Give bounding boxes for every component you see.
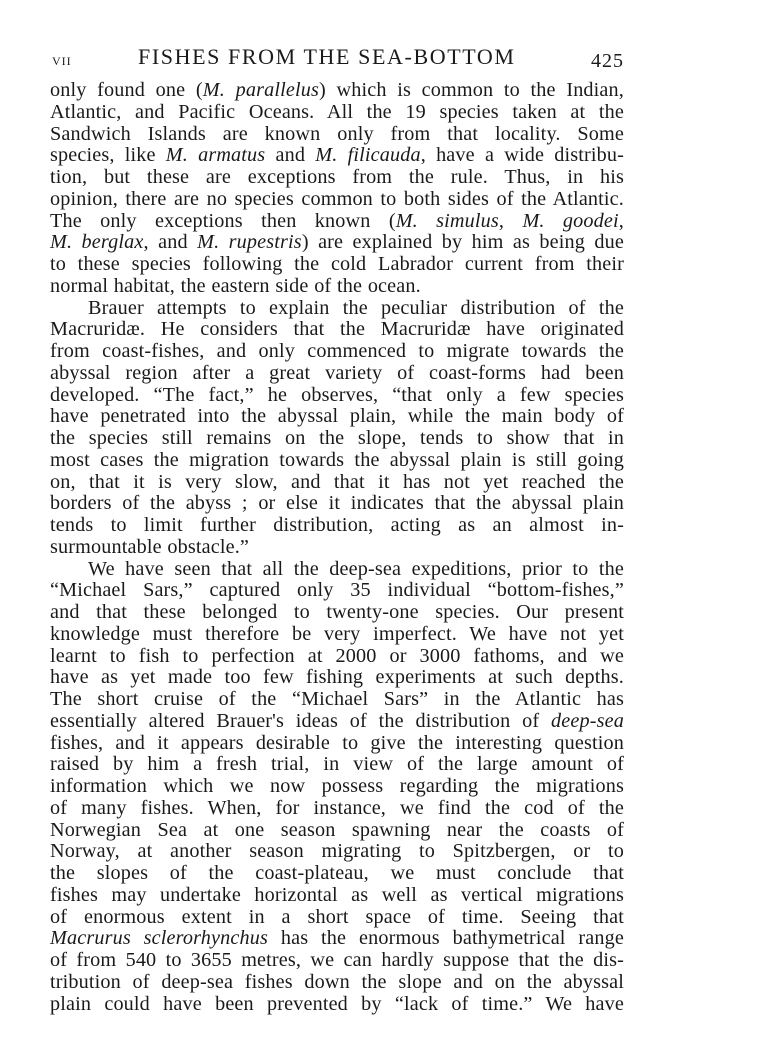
text-line: have penetrated into the abyssal plain, while the main body of	[50, 405, 624, 428]
text-line: of enormous extent in a short space of time. Seeing that	[50, 905, 624, 928]
text-line: Macrurus sclerorhynchus has the enormous bathymetrical range	[50, 927, 624, 950]
text-line: developed. “The fact,” he observes, “that only a few species	[50, 383, 624, 406]
text-line: tribution of deep-sea fishes down the slope and on the abyssal	[50, 970, 624, 993]
text-line: have as yet made too few fishing experiments at such depths.	[50, 666, 624, 689]
text-line: abyssal region after a great variety of coast-forms had been	[50, 361, 624, 384]
text-line: learnt to fish to perfection at 2000 or 3000 fathoms, and we	[50, 644, 624, 667]
text-line: fishes may undertake horizontal as well as vertical migrations	[50, 883, 624, 906]
text-line: Norway, at another season migrating to Spitzbergen, or to	[50, 840, 624, 863]
text-line: plain could have been prevented by “lack of time.” We have	[50, 992, 624, 1015]
text-line: “Michael Sars,” captured only 35 individual “bottom-fishes,”	[50, 579, 624, 602]
text-line: We have seen that all the deep-sea expeditions, prior to the	[88, 557, 624, 580]
body-text	[50, 80, 624, 1015]
text-line: essentially altered Brauer's ideas of the distribution of deep-sea	[50, 709, 624, 732]
text-line: normal habitat, the eastern side of the ocean.	[50, 274, 421, 297]
text-line: Norwegian Sea at one season spawning near the coasts of	[50, 818, 624, 841]
text-line: species, like M. armatus and M. filicauda, have a wide distribu-	[50, 144, 624, 167]
running-header	[50, 44, 624, 76]
text-line: of many fishes. When, for instance, we find the cod of the	[50, 796, 624, 819]
text-line: of from 540 to 3655 metres, we can hardly suppose that the dis-	[50, 949, 624, 971]
text-line: borders of the abyss ; or else it indicates that the abyssal plain	[50, 492, 624, 515]
text-line: M. berglax, and M. rupestris) are explained by him as being due	[50, 231, 624, 254]
text-line: information which we now possess regarding the migrations	[50, 775, 624, 797]
text-line: most cases the migration towards the abyssal plain is still going	[50, 448, 624, 471]
text-line: and that these belonged to twenty-one species. Our present	[50, 601, 624, 623]
text-line: opinion, there are no species common to both sides of the Atlantic.	[50, 187, 624, 210]
text-line: Sandwich Islands are known only from that locality. Some	[50, 122, 624, 145]
text-line: the species still remains on the slope, tends to show that in	[50, 427, 624, 449]
text-line: the slopes of the coast-plateau, we must conclude that	[50, 862, 624, 884]
text-line: raised by him a fresh trial, in view of the large amount of	[50, 753, 624, 776]
chapter-number: VII	[52, 54, 72, 68]
text-line: tends to limit further distribution, acting as an almost in-	[50, 514, 624, 536]
text-line: The only exceptions then known (M. simulus, M. goodei,	[50, 209, 624, 232]
text-line: knowledge must therefore be very imperfect. We have not yet	[50, 622, 624, 645]
text-line: on, that it is very slow, and that it has not yet reached the	[50, 470, 624, 493]
text-line: surmountable obstacle.”	[50, 535, 250, 558]
running-title: FISHES FROM THE SEA-BOTTOM	[138, 44, 516, 69]
text-line: fishes, and it appears desirable to give the interesting question	[50, 731, 624, 754]
text-line: from coast-fishes, and only commenced to migrate towards the	[50, 340, 624, 362]
text-line: tion, but these are exceptions from the rule. Thus, in his	[50, 166, 624, 188]
book-page	[50, 44, 624, 1015]
page-number: 425	[591, 50, 624, 72]
text-line: to these species following the cold Labrador current from their	[50, 253, 624, 275]
text-line: Brauer attempts to explain the peculiar distribution of the	[88, 296, 624, 319]
text-line: only found one (M. parallelus) which is common to the Indian,	[50, 79, 624, 101]
text-line: Atlantic, and Pacific Oceans. All the 19 species taken at the	[50, 100, 624, 123]
text-line: Macruridæ. He considers that the Macruridæ have originated	[50, 318, 624, 341]
text-line: The short cruise of the “Michael Sars” in the Atlantic has	[50, 688, 624, 710]
